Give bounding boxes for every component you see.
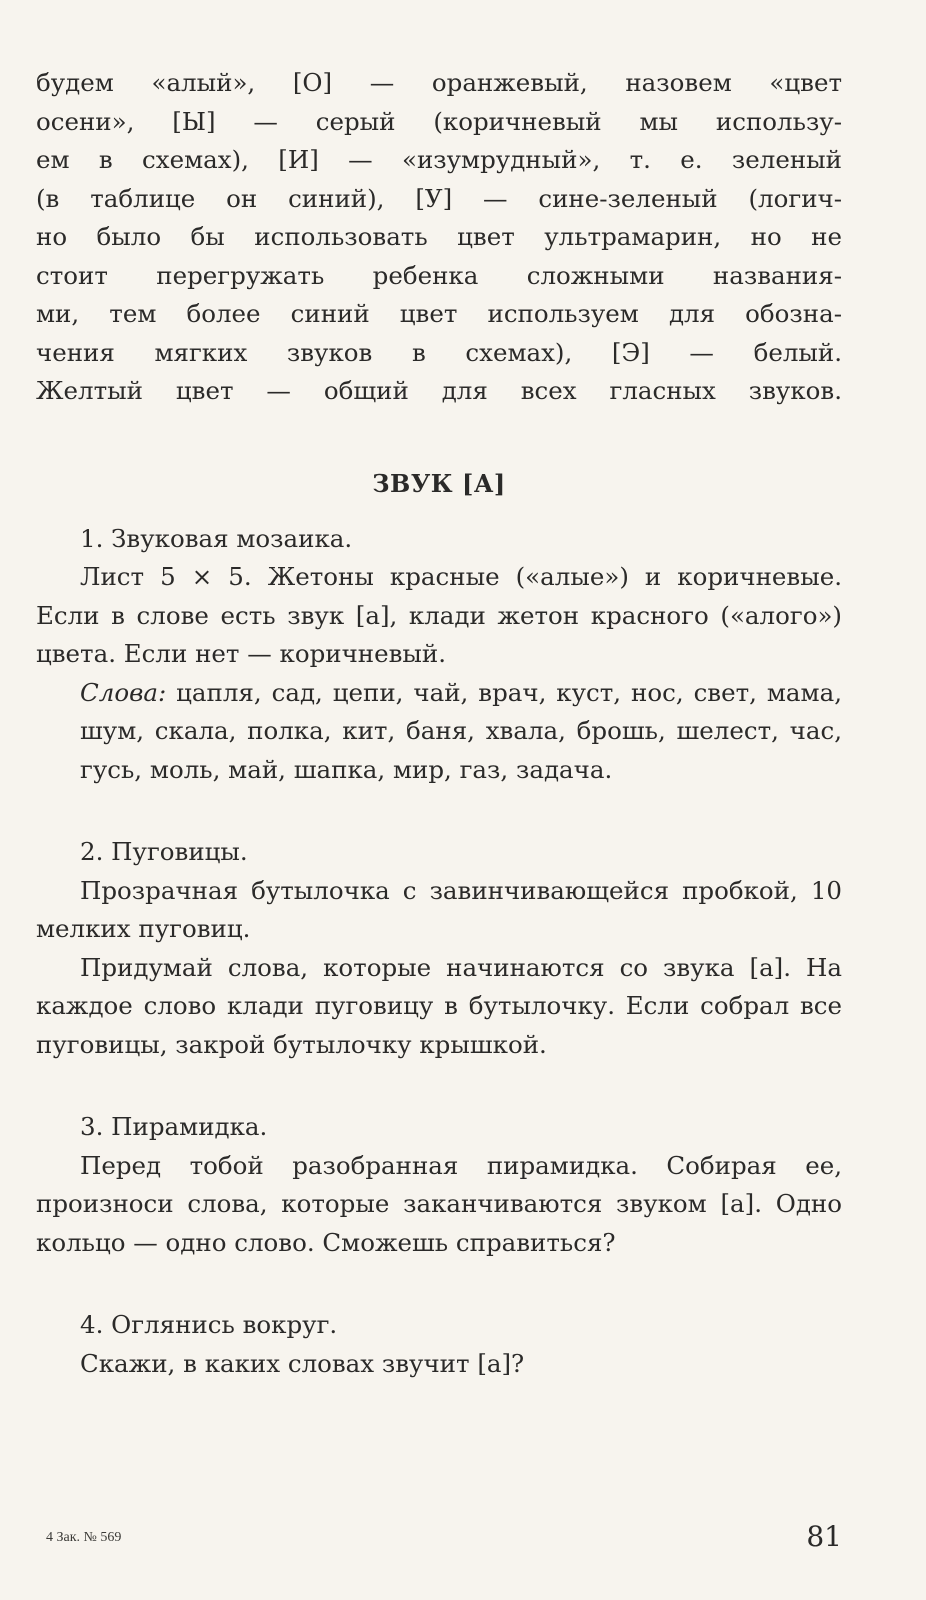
exercise-1: [36, 520, 842, 790]
intro-line: (в таблице он синий), [У] — сине-зеленый (логич-: [36, 183, 842, 213]
intro-line: Желтый цвет — общий для всех гласных звуков.: [36, 376, 842, 405]
print-order-mark: 4 Зак. № 569: [46, 1530, 122, 1545]
intro-paragraph: [36, 64, 842, 411]
exercise-title: 3. Пирамидка.: [80, 1112, 268, 1141]
exercise-text: Придумай слова, которые начинаются со звука [а]. На каждое слово клади пуговицу в бутылочку. Если собрал все пуговицы, закрой бутылочку крышкой.: [36, 952, 842, 1059]
intro-line: стоит перегружать ребенка сложными названия-: [36, 260, 842, 290]
intro-line: ем в схемах), [И] — «изумрудный», т. е. зеленый: [36, 145, 842, 174]
exercise-title: 2. Пуговицы.: [80, 837, 248, 866]
exercise-text: Лист 5 × 5. Жетоны красные («алые») и коричневые. Если в слове есть звук [а], клади жетон красного («алого») цвета. Если нет — коричневый.: [36, 562, 842, 668]
exercise-text: Перед тобой разобранная пирамидка. Собирая ее, произноси слова, которые заканчиваются звуком [а]. Одно кольцо — одно слово. Сможешь справиться?: [36, 1150, 842, 1257]
exercise-title: 4. Оглянись вокруг.: [80, 1310, 338, 1339]
intro-line: ми, тем более синий цвет используем для обозна-: [36, 299, 842, 328]
exercise-3: [36, 1108, 842, 1262]
exercise-2: [36, 833, 842, 1064]
exercise-words: [36, 674, 842, 790]
intro-line: чения мягких звуков в схемах), [Э] — белый.: [36, 337, 842, 367]
words-label: Слова:: [80, 677, 167, 707]
exercise-title: 1. Звуковая мозаика.: [80, 523, 353, 553]
exercise-4: [36, 1306, 842, 1383]
page-number: 81: [806, 1520, 842, 1553]
exercise-text: Скажи, в каких словах звучит [а]?: [80, 1348, 525, 1378]
section-title: ЗВУК [А]: [372, 468, 506, 498]
words-list: цапля, сад, цепи, чай, врач, куст, нос, свет, мама, шум, скала, полка, кит, баня, хвала, брошь, шелест, час, гусь, моль, май, шапка, мир, газ, задача.: [80, 677, 842, 784]
page-footer: [38, 1520, 842, 1560]
intro-line: осени», [Ы] — серый (коричневый мы использу-: [36, 106, 842, 136]
exercise-text: Прозрачная бутылочка с завинчивающейся пробкой, 10 мелких пуговиц.: [36, 875, 842, 943]
intro-line: будем «алый», [О] — оранжевый, назовем «цвет: [36, 68, 842, 97]
book-page: [36, 64, 842, 1564]
intro-line: но было бы использовать цвет ультрамарин, но не: [36, 222, 842, 251]
